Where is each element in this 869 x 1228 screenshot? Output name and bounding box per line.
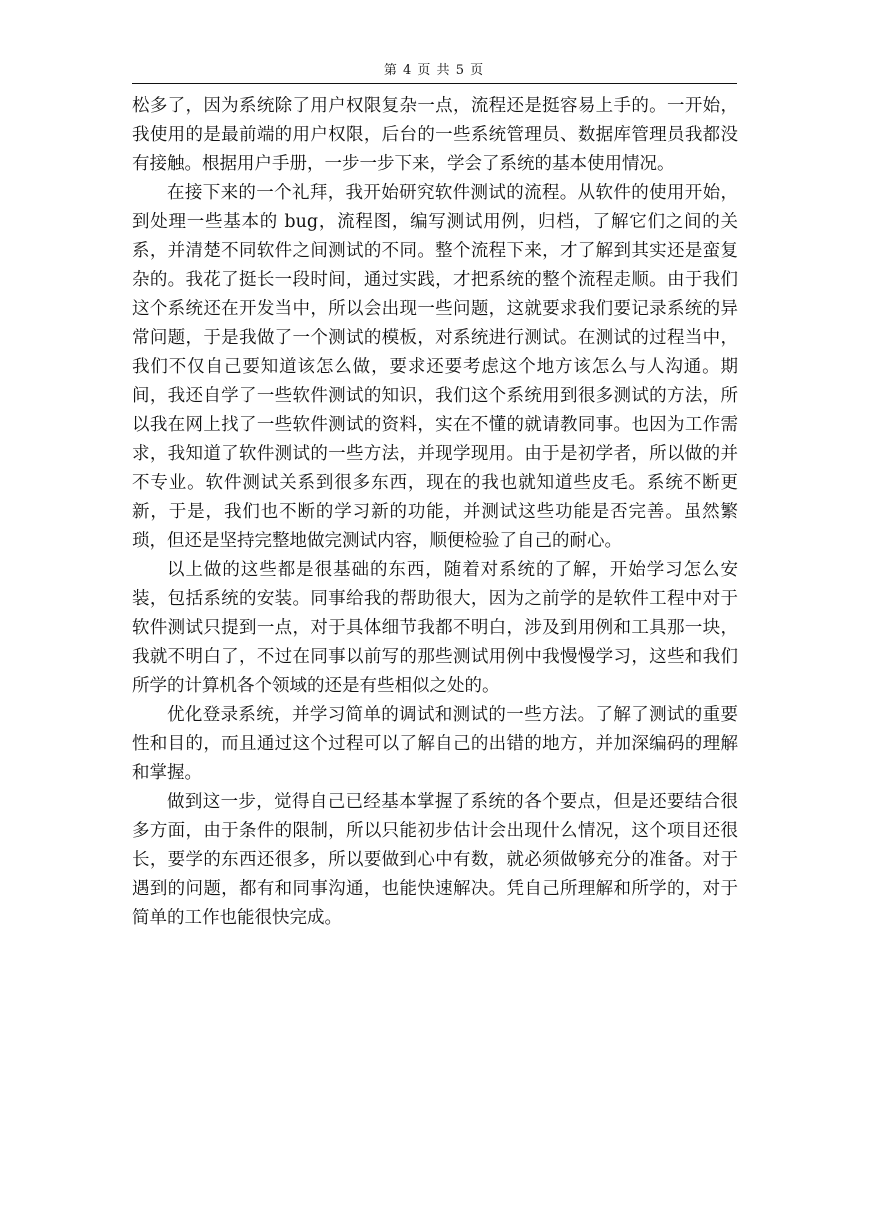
page-header: 第 4 页 共 5 页 — [383, 63, 485, 78]
paragraph-installation: 以上做的这些都是很基础的东西，随着对系统的了解，开始学习怎么安装，包括系统的安装。同事给我的帮助很大，因为之前学的是软件工程中对于软件测试只提到一点，对于具体细节我都不明白，涉及到用例和工具那一块，我就不明白了，不过在同事以前写的那些测试用例中我慢慢学习，这些和我们所学的计算机各个领域的还是有些相似之处的。 — [132, 560, 738, 696]
paragraph-software-testing: 在接下来的一个礼拜，我开始研究软件测试的流程。从软件的使用开始，到处理一些基本的 bug，流程图，编写测试用例，归档，了解它们之间的关系，并清楚不同软件之间测试的不同。整个流程下来，才了解到其实还是蛮复杂的。我花了挺长一段时间，通过实践，才把系统的整个流程走顺。由于我们这个系统还在开发当中，所以会出现一些问题，这就要求我们要记录系统的异常问题，于是我做了一个测试的模板，对系统进行测试。在测试的过程当中，我们不仅自己要知道该怎么做，要求还要考虑这个地方该怎么与人沟通。期间，我还自学了一些软件测试的知识，我们这个系统用到很多测试的方法，所以我在网上找了一些软件测试的资料，实在不懂的就请教同事。也因为工作需求，我知道了软件测试的一些方法，并现学现用。由于是初学者，所以做的并不专业。软件测试关系到很多东西，现在的我也就知道些皮毛。系统不断更新，于是，我们也不断的学习新的功能，并测试这些功能是否完善。虽然繁琐，但还是坚持完整地做完测试内容，顺便检验了自己的耐心。 — [132, 183, 738, 551]
header-divider — [132, 83, 737, 84]
paragraph-login-optimization: 优化登录系统，并学习简单的调试和测试的一些方法。了解了测试的重要性和目的，而且通过这个过程可以了解自己的出错的地方，并加深编码的理解和掌握。 — [132, 705, 738, 783]
paragraph-continuation: 松多了，因为系统除了用户权限复杂一点，流程还是挺容易上手的。一开始，我使用的是最前端的用户权限，后台的一些系统管理员、数据库管理员我都没有接触。根据用户手册，一步一步下来，学会了系统的基本使用情况。 — [132, 96, 738, 174]
document-body — [132, 92, 738, 933]
paragraph-summary: 做到这一步，觉得自己已经基本掌握了系统的各个要点，但是还要结合很多方面，由于条件的限制，所以只能初步估计会出现什么情况，这个项目还很长，要学的东西还很多，所以要做到心中有数，就必须做够充分的准备。对于遇到的问题，都有和同事沟通，也能快速解决。凭自己所理解和所学的，对于简单的工作也能很快完成。 — [132, 792, 738, 928]
